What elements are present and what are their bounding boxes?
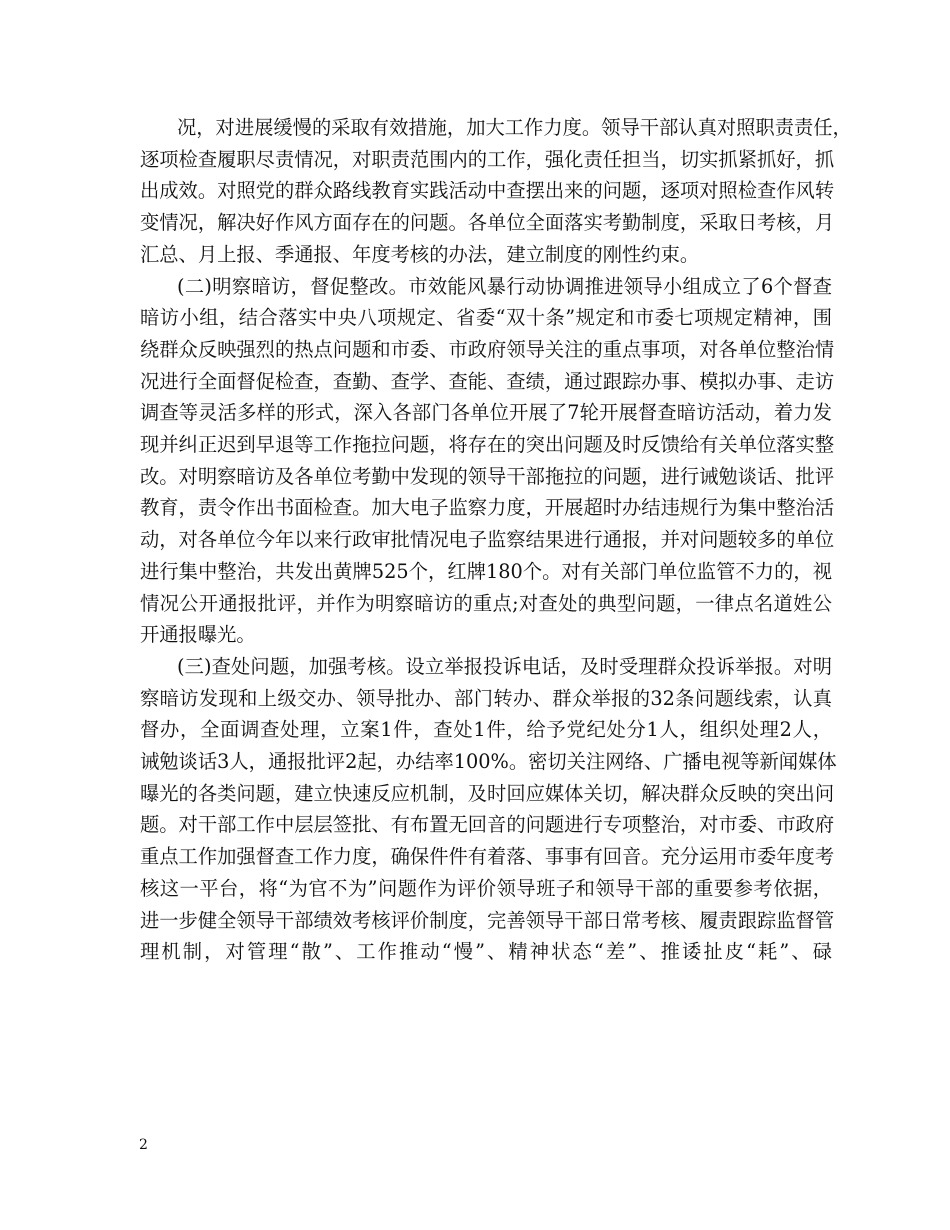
page-number: 2: [139, 1137, 148, 1153]
text-line: 况，对进展缓慢的采取有效措施，加大工作力度。领导干部认真对照职责责任，: [177, 116, 852, 139]
text-line: 督办，全面调查处理，立案1件，查处1件，给予党纪处分1人，组织处理2人，: [140, 718, 832, 742]
text-line: 现并纠正迟到早退等工作拖拉问题，将存在的突出问题及时反馈给有关单位落实整: [140, 433, 835, 457]
text-line: 变情况，解决好作风方面存在的问题。各单位全面落实考勤制度，采取日考核，月: [140, 211, 835, 235]
text-line: 重点工作加强督查工作力度，确保件件有着落、事事有回音。充分运用市委年度考: [140, 845, 835, 869]
text-line: 绕群众反映强烈的热点问题和市委、市政府领导关注的重点事项，对各单位整治情: [140, 337, 835, 361]
text-line: 理机制，对管理“散”、工作推动“慢”、精神状态“差”、推诿扯皮“耗”、碌: [140, 940, 832, 964]
text-line: 逐项检查履职尽责情况，对职责范围内的工作，强化责任担当，切实抓紧抓好，抓: [140, 147, 835, 171]
text-line: 情况公开通报批评，并作为明察暗访的重点;对查处的典型问题，一律点名道姓公: [140, 591, 832, 615]
text-line: 诫勉谈话3人，通报批评2起，办结率100%。密切关注网络、广播电视等新闻媒体: [140, 750, 837, 774]
text-line: (三)查处问题，加强考核。设立举报投诉电话，及时受理群众投诉举报。对明: [177, 654, 832, 678]
text-line: 出成效。对照党的群众路线教育实践活动中查摆出来的问题，逐项对照检查作风转: [140, 179, 835, 203]
text-line: 教育，责令作出书面检查。加大电子监察力度，开展超时办结违规行为集中整治活: [140, 496, 835, 520]
text-line: 改。对明察暗访及各单位考勤中发现的领导干部拖拉的问题，进行诫勉谈话、批评: [140, 464, 835, 488]
text-line: 汇总、月上报、季通报、年度考核的办法，建立制度的刚性约束。: [140, 242, 700, 266]
text-line: 开通报曝光。: [140, 623, 256, 647]
text-line: 暗访小组，结合落实中央八项规定、省委“双十条”规定和市委七项规定精神，围: [140, 306, 832, 330]
text-line: 动，对各单位今年以来行政审批情况电子监察结果进行通报，并对问题较多的单位: [140, 528, 835, 552]
text-line: 察暗访发现和上级交办、领导批办、部门转办、群众举报的32条问题线索，认真: [140, 686, 832, 710]
text-line: 曝光的各类问题，建立快速反应机制，及时回应媒体关切，解决群众反映的突出问: [140, 781, 835, 805]
text-line: 况进行全面督促检查，查勤、查学、查能、查绩，通过跟踪办事、模拟办事、走访: [140, 369, 835, 393]
text-line: (二)明察暗访，督促整改。市效能风暴行动协调推进领导小组成立了6个督查: [177, 274, 832, 298]
body-text: [140, 112, 852, 968]
text-line: 题。对干部工作中层层签批、有布置无回音的问题进行专项整治，对市委、市政府: [140, 813, 835, 837]
text-line: 进一步健全领导干部绩效考核评价制度，完善领导干部日常考核、履责跟踪监督管: [140, 908, 835, 932]
text-line: 核这一平台，将“为官不为”问题作为评价领导班子和领导干部的重要参考依据，: [140, 876, 832, 900]
text-line: 进行集中整治，共发出黄牌525个，红牌180个。对有关部门单位监管不力的，视: [140, 559, 832, 583]
text-line: 调查等灵活多样的形式，深入各部门各单位开展了7轮开展督查暗访活动，着力发: [140, 401, 832, 425]
